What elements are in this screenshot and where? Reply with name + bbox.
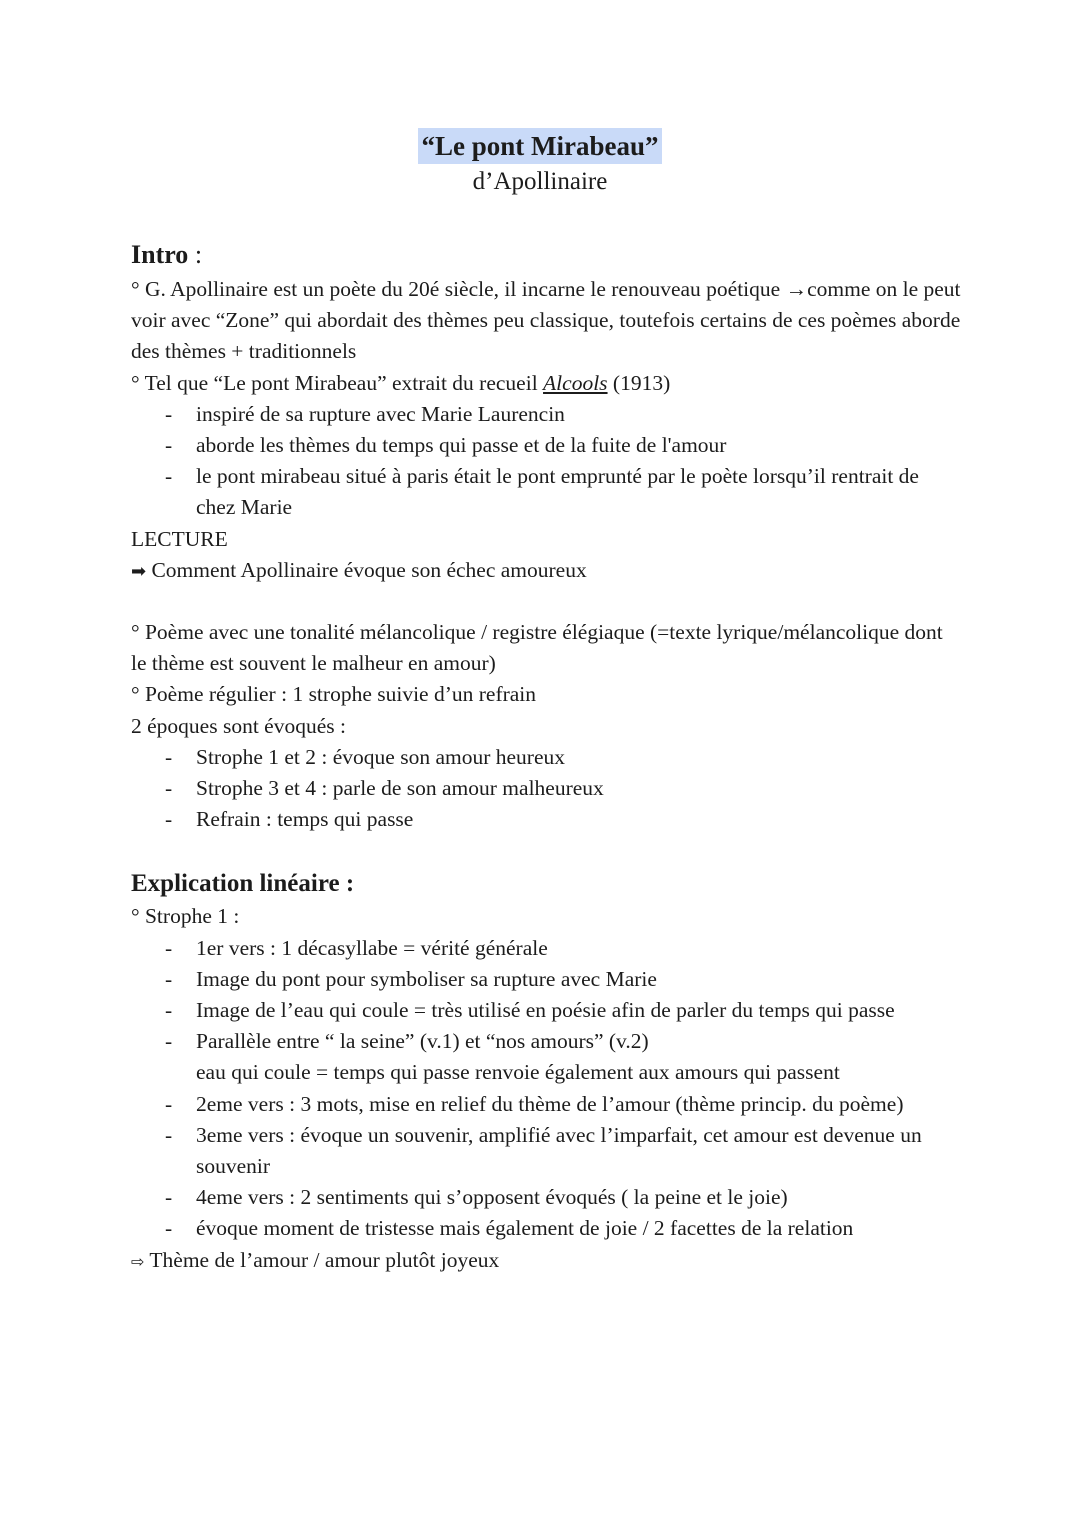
general-paragraph-1: ° Poème avec une tonalité mélancolique / registre élégiaque (=texte lyrique/mélancolique dont le thème est souvent le malheur en amour) (131, 620, 943, 676)
intro-paragraph-2 (131, 368, 961, 399)
list-item: - 3eme vers : évoque un souvenir, amplifié avec l’imparfait, cet amour est devenue un souvenir (196, 1120, 961, 1182)
list-item: - inspiré de sa rupture avec Marie Laurencin (196, 399, 961, 430)
intro-p2-prefix: ° Tel que “Le pont Mirabeau” extrait du recueil (131, 370, 544, 395)
list-item: - Refrain : temps qui passe (196, 804, 961, 835)
intro-heading-colon: : (188, 240, 203, 269)
explication-bullet-list (131, 933, 961, 1245)
spacer (131, 835, 961, 867)
list-item: - Strophe 3 et 4 : parle de son amour malheureux (196, 773, 961, 804)
explication-heading: Explication linéaire : (131, 870, 355, 898)
general-paragraph-2: ° Poème régulier : 1 strophe suivie d’un refrain (131, 682, 537, 707)
intro-p2-suffix: (1913) (607, 370, 671, 395)
strophe-1-label: ° Strophe 1 : (131, 904, 240, 929)
list-item: - 2eme vers : 3 mots, mise en relief du thème de l’amour (thème princip. du poème) (196, 1089, 961, 1120)
document-title: “Le pont Mirabeau” (418, 128, 661, 164)
problematique-text: Comment Apollinaire évoque son échec amoureux (146, 557, 587, 582)
document-body (131, 236, 961, 1277)
list-item (196, 1026, 961, 1088)
conclusion-text: Thème de l’amour / amour plutôt joyeux (144, 1247, 500, 1272)
spacer (131, 587, 961, 617)
list-item: - 1er vers : 1 décasyllabe = vérité générale (196, 933, 961, 964)
list-item: - le pont mirabeau situé à paris était le pont emprunté par le poète lorsqu’il rentrait de chez Marie (196, 461, 961, 523)
list-item: - 4eme vers : 2 sentiments qui s’opposent évoqués ( la peine et le joie) (196, 1182, 961, 1213)
general-bullet-list (131, 742, 961, 836)
list-item: - aborde les thèmes du temps qui passe et de la fuite de l'amour (196, 430, 961, 461)
list-item-continuation: eau qui coule = temps qui passe renvoie également aux amours qui passent (196, 1060, 840, 1085)
general-paragraph-3: 2 époques sont évoqués : (131, 713, 346, 738)
work-title-alcools: Alcools (543, 370, 608, 395)
list-item: - Strophe 1 et 2 : évoque son amour heureux (196, 742, 961, 773)
open-right-arrow-icon: ⇨ (131, 1251, 145, 1271)
intro-paragraph-1: ° G. Apollinaire est un poète du 20é siècle, il incarne le renouveau poétique →comme on le peut voir avec “Zone” qui abordait des thèmes peu classique, toutefois certains de ces poèmes aborde des thèmes + traditionnels (131, 277, 961, 364)
intro-heading (131, 236, 961, 274)
document-subtitle: d’Apollinaire (472, 168, 608, 195)
list-item: - Image de l’eau qui coule = très utilisé en poésie afin de parler du temps qui passe (196, 995, 961, 1026)
list-item: - évoque moment de tristesse mais également de joie / 2 facettes de la relation (196, 1213, 961, 1244)
intro-heading-text: Intro (131, 240, 189, 269)
conclusion (131, 1245, 961, 1277)
list-item-text: - Parallèle entre “ la seine” (v.1) et “nos amours” (v.2) (196, 1029, 649, 1054)
intro-bullet-list (131, 399, 961, 524)
title-block (0, 128, 1080, 200)
list-item: - Image du pont pour symboliser sa rupture avec Marie (196, 964, 961, 995)
problematique (131, 555, 961, 587)
lecture-label: LECTURE (131, 526, 228, 551)
right-arrow-icon: ➡ (131, 560, 147, 582)
